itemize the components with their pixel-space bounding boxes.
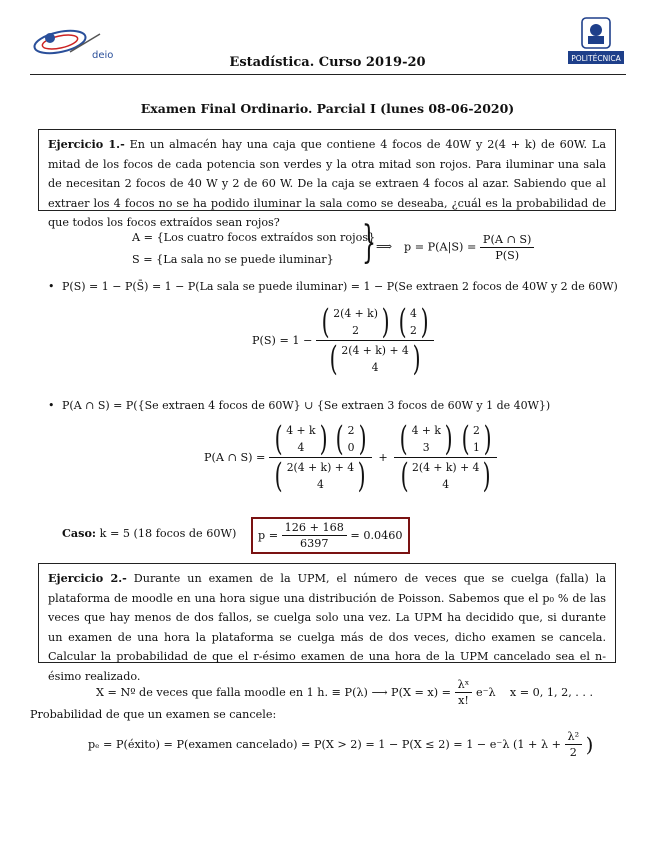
pas-lhs: P(A ∩ S) = bbox=[204, 451, 266, 464]
exercise-2-text: Durante un examen de la UPM, el número de veces que se cuelga (falla) la plataforma de moodle en una hora sigue una distribución de Poisson. Sabemos que el p₀ % de las veces que hay menos de dos fallos, se cuelga solo una vez. La UPM ha decidido que, si durante un examen de una hora la plataforma se cuelga más de dos veces, dicho examen se cancela. Calcular la probabilidad de que el r-ésimo examen de una hora de la UPM cancelado sea el n-ésimo realizado. bbox=[48, 572, 607, 683]
exercise-2-box bbox=[38, 563, 616, 683]
exercise-2-label: Ejercicio 2.- bbox=[48, 571, 127, 585]
event-s: S = {La sala no se puede iluminar} bbox=[132, 253, 334, 266]
plus-sign: + bbox=[378, 451, 388, 464]
binom: ( 2(4 + k) + 4 4 ) bbox=[400, 456, 492, 496]
conditional-fraction bbox=[480, 233, 535, 262]
case-text: k = 5 (18 focos de 60W) bbox=[99, 527, 237, 540]
logo-right-text: POLITÉCNICA bbox=[571, 54, 621, 63]
bullet-icon: • bbox=[48, 280, 55, 293]
x-den: x! bbox=[458, 694, 469, 707]
ps-fraction bbox=[316, 302, 434, 379]
x-fraction bbox=[455, 678, 473, 707]
bullet-icon: • bbox=[48, 399, 55, 412]
ps-text: P(S) = 1 − P(S̄) = 1 − P(La sala se puede iluminar) = 1 − P(Se extraen 2 focos de 40W y 2 de 60W) bbox=[62, 280, 618, 293]
x-def-text: X = Nº de veces que falla moodle en 1 h. ≡ P(λ) ⟶ P(X = x) = bbox=[96, 686, 452, 699]
logo-left-text: deio bbox=[92, 50, 114, 61]
exercise-1-text: En un almacén hay una caja que contiene 4 focos de 40W y 2(4 + k) de 60W. La mitad de los focos de cada potencia son verdes y la otra mitad son rojos. Para iluminar una sala de necesitan 2 focos de 40 W y 2 de 60 W. De la caja se extraen 4 focos al azar. Sabiendo que al extraer los 4 focos no se ha podido iluminar la sala como se deseaba, ¿cuál es la probabilidad de que todos los focos extraídos sean rojos? bbox=[48, 138, 606, 229]
binom: ( 2(4 + k) + 4 4 ) bbox=[275, 456, 366, 496]
pas-line bbox=[48, 399, 550, 412]
x-definition bbox=[96, 678, 593, 707]
case-result-box bbox=[251, 517, 410, 554]
pas-text: P(A ∩ S) = P({Se extraen 4 focos de 60W} ∪ {Se extraen 3 focos de 60W y 1 de 40W}) bbox=[62, 399, 551, 412]
case-p: p = bbox=[258, 529, 279, 542]
case-label: Caso: bbox=[62, 526, 97, 540]
conditional-prob bbox=[404, 233, 534, 262]
pe-den: 2 bbox=[569, 746, 577, 759]
binom: ( 2(4 + k) + 4 4 ) bbox=[329, 339, 421, 379]
exercise-1-box bbox=[38, 129, 616, 229]
binom: ( 4 2 ) bbox=[398, 302, 429, 342]
case-den: 6397 bbox=[300, 537, 329, 550]
page-header bbox=[0, 0, 655, 80]
binom: ( 2(4 + k) 2 ) bbox=[321, 302, 390, 342]
exercise-1-label: Ejercicio 1.- bbox=[48, 137, 125, 151]
binom: ( 4 + k 3 ) bbox=[399, 419, 453, 459]
case-fraction bbox=[282, 521, 347, 550]
x-num: λˣ bbox=[455, 678, 473, 693]
header-divider bbox=[30, 74, 626, 75]
implies-arrow: ⟹ bbox=[376, 240, 393, 253]
x-tail: e⁻λ x = 0, 1, 2, . . . bbox=[475, 686, 594, 699]
binom: ( 4 + k 4 ) bbox=[274, 419, 328, 459]
pe-line: pₑ = P(éxito) = P(examen cancelado) = P(X > 2) = 1 − P(X ≤ 2) = 1 − e⁻λ (1 + λ + bbox=[88, 738, 561, 751]
conditional-lhs: p = P(A|S) = bbox=[404, 240, 477, 254]
ps-lhs: P(S) = 1 − bbox=[252, 334, 313, 347]
ps-line bbox=[48, 280, 618, 293]
pe-formula bbox=[88, 730, 593, 759]
binom: ( 2 0 ) bbox=[336, 419, 367, 459]
prob-label: Probabilidad de que un examen se cancele: bbox=[30, 708, 277, 721]
exam-title: Examen Final Ordinario. Parcial I (lunes 08-06-2020) bbox=[140, 101, 515, 116]
ps-formula bbox=[252, 302, 434, 379]
pe-fraction bbox=[565, 730, 583, 759]
case-num: 126 + 168 bbox=[282, 521, 347, 536]
conditional-num: P(A ∩ S) bbox=[480, 233, 535, 248]
case-line bbox=[62, 526, 236, 540]
pas-fraction-2 bbox=[394, 419, 497, 496]
binom: ( 2 1 ) bbox=[461, 419, 492, 459]
conditional-den: P(S) bbox=[495, 249, 520, 262]
pe-num: λ² bbox=[565, 730, 583, 745]
pas-fraction-1 bbox=[269, 419, 372, 496]
brace-icon: } bbox=[362, 217, 376, 268]
pe-close: ) bbox=[585, 732, 594, 757]
event-definitions bbox=[132, 227, 375, 271]
pas-formula bbox=[204, 419, 497, 496]
event-a: A = {Los cuatro focos extraídos son rojos} bbox=[132, 231, 376, 244]
case-result: = 0.0460 bbox=[350, 529, 403, 542]
course-title: Estadística. Curso 2019-20 bbox=[229, 55, 426, 70]
